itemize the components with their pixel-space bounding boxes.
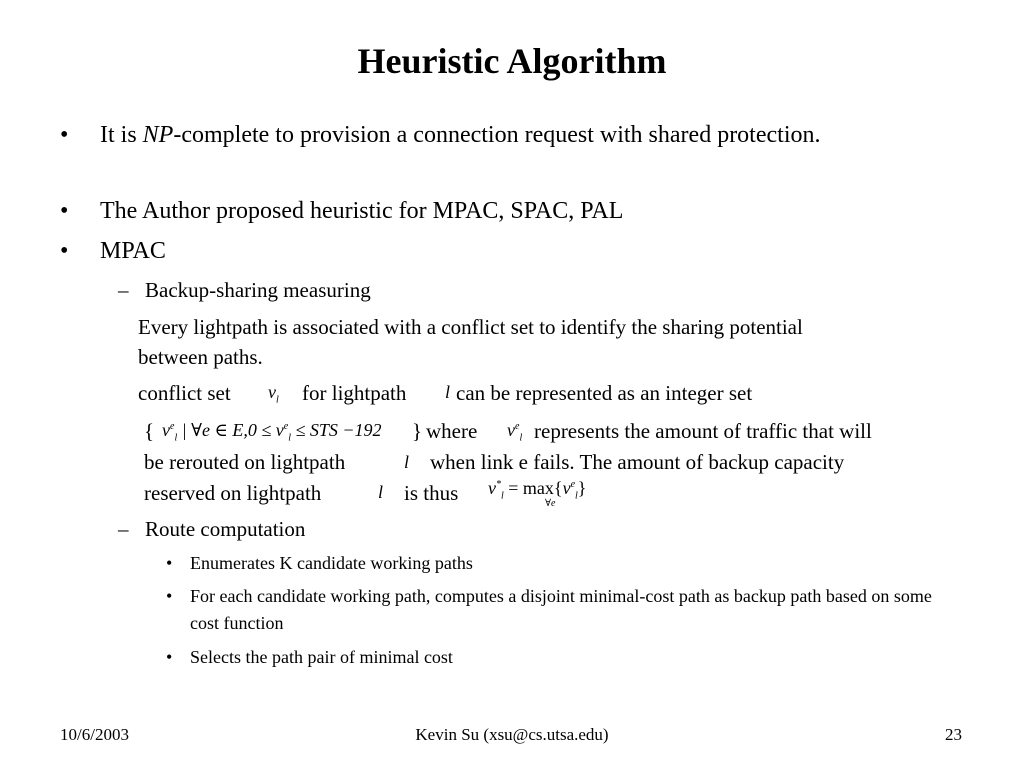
math-l: l — [445, 382, 451, 402]
bullet-prefix: It is — [100, 122, 143, 148]
bullet-text: Enumerates K candidate working paths — [190, 553, 473, 573]
math-v-e-l: $v^e_l$ — [507, 420, 523, 444]
where-label: where — [426, 419, 478, 443]
footer-page-number: 23 — [945, 725, 962, 744]
math-conflict-set: $v^e_l$ | ∀e ∈ $E,0 \le v^e_l$ ≤ STS −192 — [162, 420, 382, 444]
math-forall-e: ∀e — [545, 498, 556, 509]
sub-bullet-text: Route computation — [145, 517, 306, 541]
sub-bullet-dash: – — [118, 517, 129, 541]
paragraph-conflict-set — [138, 312, 858, 372]
bullet-dot: • — [166, 586, 173, 606]
math-l: l — [378, 482, 384, 502]
bullet-text — [100, 118, 860, 152]
rerouted-label: be rerouted on lightpath — [144, 450, 346, 474]
bullet-text: For each candidate working path, computes a disjoint minimal-cost path as backup path based on some cost function — [190, 586, 932, 633]
for-lightpath-label: for lightpath — [302, 381, 407, 405]
bullet-dot: • — [60, 198, 69, 224]
bullet-dot: • — [60, 238, 69, 264]
bullet-text: The Author proposed heuristic for MPAC, SPAC, PAL — [100, 198, 624, 224]
represents-label: represents the amount of traffic that will — [534, 419, 872, 443]
math-max-formula: $v^*_l = \max\{v^e_l\}$ — [488, 478, 587, 502]
set-open-brace: { — [144, 419, 155, 443]
bullet-text: MPAC — [100, 238, 166, 264]
bullet-dot: • — [60, 122, 69, 148]
bullet-emphasis: NP — [142, 122, 174, 148]
is-thus-label: is thus — [404, 481, 459, 505]
bullet-suffix: -complete to provision a connection request with shared protection. — [173, 122, 821, 148]
reserved-label: reserved on lightpath — [144, 481, 322, 505]
bullet-dot: • — [166, 647, 173, 667]
set-close-brace: } — [412, 419, 423, 443]
integer-set-label: can be represented as an integer set — [456, 381, 753, 405]
paragraph-text: Every lightpath is associated with a conflict set to identify the sharing potential between paths. — [138, 315, 803, 369]
conflict-set-label: conflict set — [138, 381, 231, 405]
bullet-dot: • — [166, 553, 173, 573]
sub-bullet-dash: – — [118, 278, 129, 302]
bullet-text: Selects the path pair of minimal cost — [190, 647, 453, 667]
slide-title: Heuristic Algorithm — [357, 41, 667, 81]
sub-bullet-text: Backup-sharing measuring — [145, 278, 371, 302]
math-l: l — [404, 452, 410, 472]
math-v-l: $v_l$ — [268, 382, 279, 406]
footer-author: Kevin Su (xsu@cs.utsa.edu) — [415, 725, 609, 744]
footer-date: 10/6/2003 — [60, 725, 129, 744]
link-fails-label: when link e fails. The amount of backup capacity — [430, 450, 845, 474]
